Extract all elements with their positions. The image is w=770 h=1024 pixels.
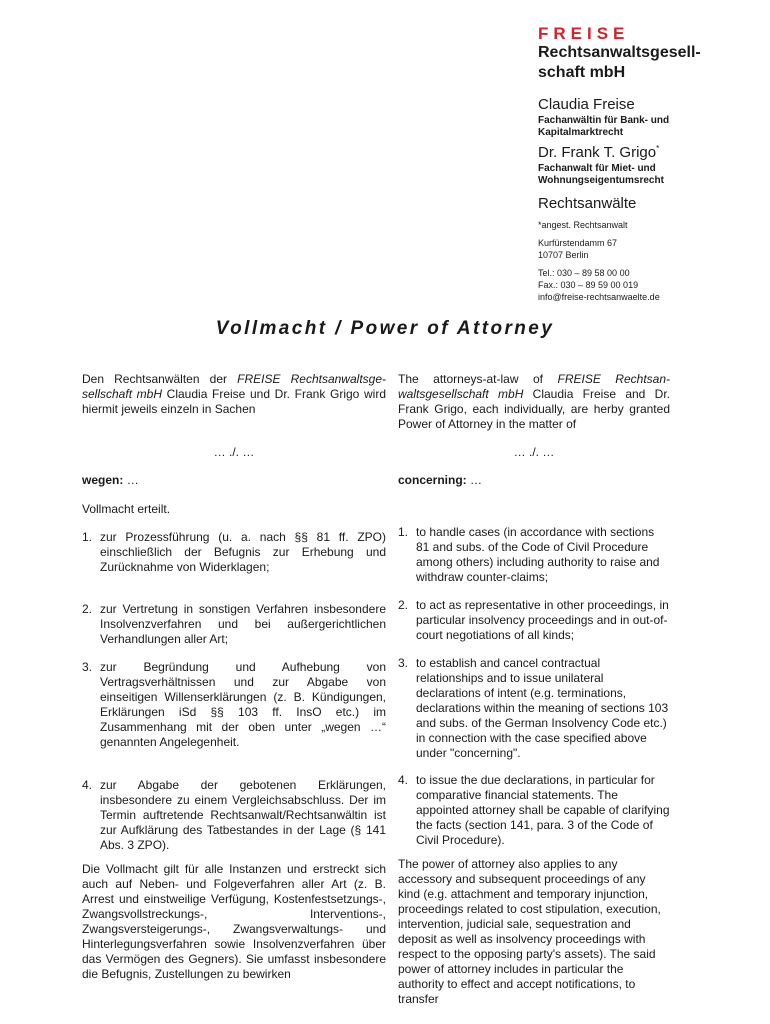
list-item-en-2: 2. to act as representative in other proceedings, in particular insolvency proceedings and in out-of-court negotiations of all kinds; xyxy=(398,598,669,642)
partner2-name: Dr. Frank T. Grigo* xyxy=(538,144,660,161)
brand-logo-text: FREISE xyxy=(538,24,630,43)
document-title: Vollmacht / Power of Attorney xyxy=(215,318,555,339)
parties-placeholder-english: … ./. … xyxy=(513,445,555,459)
closing-english: The power of attorney also applies to any accessory and subsequent proceedings of any kind (e.g. attachment and temporary injunction, proceedings related to cost stipulation, execution, intervention, judicial sale, sequestration and deposit as well as insolvency proceedings with respect to the opposing party's assets). The said power of attorney includes in particular the authority to effect and accept notifications, to transfer xyxy=(398,857,661,1006)
list-item-en-4: 4. to issue the due declarations, in particular for comparative financial statements. The appointed attorney shall be capable of clarifying the facts (section 141, para. 3 of the Code of Civil Procedure). xyxy=(398,773,670,847)
partner2-title: Fachanwalt für Miet- und Wohnungseigentumsrecht xyxy=(538,163,664,186)
employment-note: *angest. Rechtsanwalt xyxy=(538,220,628,230)
contact-block: Tel.: 030 – 89 58 00 00 Fax.: 030 – 89 59 00 019 info@freise-rechtsanwaelte.de xyxy=(538,268,660,302)
address-block: Kurfürstendamm 67 10707 Berlin xyxy=(538,238,618,260)
granted-text: Vollmacht erteilt. xyxy=(82,502,171,516)
list-item-de-3: 3. zur Begründung und Aufhebung von Vertragsverhältnissen und zur Abgabe von einseitigen Willenserklärungen (z. B. Kündigungen, Erklärungen iSd §§ 103 ff. InsO etc.) im Zusammenhang mit der oben unter „wegen …“ genannten Angelegenheit. xyxy=(82,660,386,749)
firm-name: Rechtsanwaltsgesell- schaft mbH xyxy=(538,44,701,81)
wegen-line: wegen: … xyxy=(82,473,139,487)
list-item-de-4: 4. zur Abgabe der gebotenen Erklärungen, insbesondere zu einem Vergleichsabschluss. Der im Termin auftretende Rechtsanwalt/Rechtsanwältin ist zur Aufklärung des Tatbestandes in der Lage (§ 141 Abs. 3 ZPO). xyxy=(82,778,386,852)
list-item-de-2: 2. zur Vertretung in sonstigen Verfahren insbesondere Insolvenzverfahren und bei außergerichtlichen Verhandlungen aller Art; xyxy=(82,602,386,646)
parties-placeholder-german: … ./. … xyxy=(213,445,255,459)
intro-german: Den Rechtsanwälten der FREISE Rechtsanwaltsge-sellschaft mbH Claudia Freise und Dr. Frank Grigo wird hiermit jeweils einzeln in Sachen xyxy=(82,372,386,416)
closing-german: Die Vollmacht gilt für alle Instanzen und erstreckt sich auch auf Neben- und Folgeverfahren aller Art (z. B. Arrest und einstweilige Verfügung, Kostenfestsetzungs-, Zwangsvollstreckungs-, Interventions-, Zwangsversteigerungs-, Zwangsverwaltungs- und Hinterlegungsverfahren sowie Insolvenzverfahren über das Vermögen des Gegners). Sie umfasst insbesondere die Befugnis, Zustellungen zu bewirken xyxy=(82,862,386,981)
list-item-de-1: 1. zur Prozessführung (u. a. nach §§ 81 ff. ZPO) einschließlich der Befugnis zur Erhebung und Zurücknahme von Widerklagen; xyxy=(82,530,386,574)
intro-english: The attorneys-at-law of FREISE Rechtsan-waltsgesellschaft mbH Claudia Freise and Dr. Frank Grigo, each individually, are herby granted Power of Attorney in the matter of xyxy=(398,372,670,431)
concerning-line: concerning: … xyxy=(398,473,483,487)
list-item-en-3: 3. to establish and cancel contractual relationships and to issue unilateral declarations of intent (e.g. terminations, declarations within the meaning of sections 103 and subs. of the German Insolvency Code etc.) in connection with the case specified above under "concerning". xyxy=(398,656,669,760)
list-item-en-1: 1. to handle cases (in accordance with sections 81 and subs. of the Code of Civil Procedure among others) including authority to raise and withdraw counter-claims; xyxy=(398,525,660,584)
partner1-title: Fachanwältin für Bank- und Kapitalmarktrecht xyxy=(538,115,670,138)
partner1-name: Claudia Freise xyxy=(538,96,635,113)
role-label: Rechtsanwälte xyxy=(538,195,637,212)
